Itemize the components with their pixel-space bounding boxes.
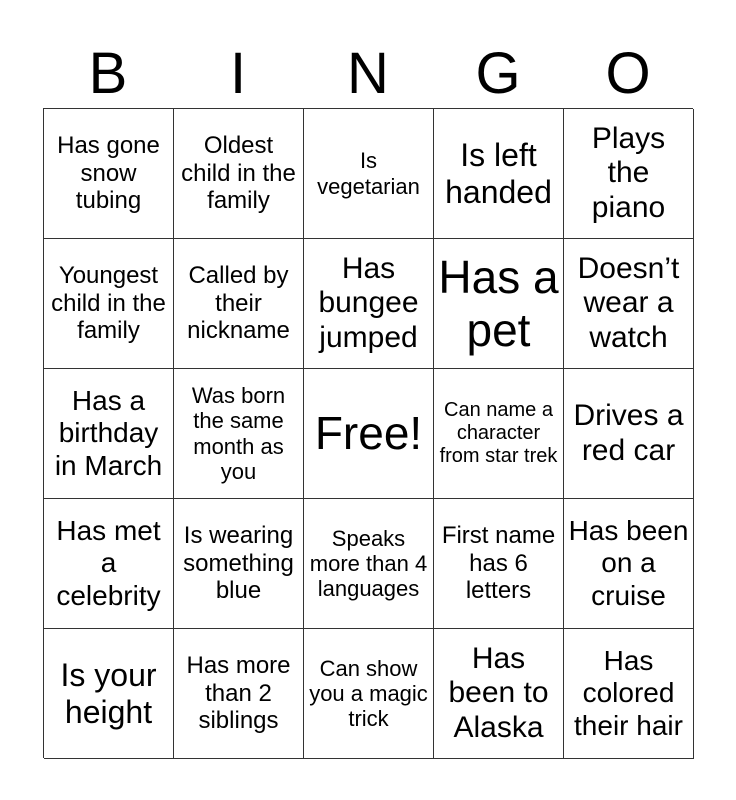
cell-text: Doesn’t wear a watch — [577, 251, 680, 354]
bingo-cell[interactable] — [564, 239, 694, 369]
header-letter-i: I — [229, 41, 247, 106]
bingo-cell[interactable] — [564, 109, 694, 239]
bingo-cell[interactable] — [434, 629, 564, 759]
bingo-cell[interactable] — [174, 109, 304, 239]
bingo-cell[interactable] — [564, 629, 694, 759]
cell-text: Is left handed — [445, 136, 552, 210]
bingo-cell[interactable] — [44, 239, 174, 369]
bingo-cell[interactable] — [44, 629, 174, 759]
free-space-label: Free! — [314, 407, 423, 460]
cell-text: Called by their nickname — [187, 262, 290, 345]
cell-text: Is vegetarian — [317, 148, 420, 199]
bingo-cell[interactable] — [304, 629, 434, 759]
cell-text: Oldest child in the family — [181, 132, 296, 215]
bingo-cell[interactable] — [44, 369, 174, 499]
cell-text: Is wearing something blue — [183, 522, 294, 605]
header-letter-n: N — [347, 41, 389, 106]
bingo-cell[interactable] — [304, 499, 434, 629]
cell-text: Has a pet — [438, 250, 559, 356]
bingo-cell[interactable] — [174, 369, 304, 499]
bingo-cell[interactable] — [174, 629, 304, 759]
header-letter-b: B — [88, 41, 128, 106]
cell-text: Has been on a cruise — [568, 515, 689, 611]
cell-text: Speaks more than 4 languages — [309, 525, 428, 602]
cell-text: Is your height — [60, 656, 157, 730]
bingo-board — [43, 108, 693, 758]
bingo-cell[interactable] — [434, 369, 564, 499]
cell-text: Has more than 2 siblings — [186, 652, 291, 735]
bingo-cell[interactable] — [44, 499, 174, 629]
bingo-cell free-space[interactable] — [304, 369, 434, 499]
cell-text: Drives a red car — [573, 399, 684, 467]
cell-text: Youngest child in the family — [51, 262, 166, 345]
bingo-cell[interactable] — [304, 239, 434, 369]
bingo-cell[interactable] — [434, 499, 564, 629]
bingo-cell[interactable] — [434, 239, 564, 369]
cell-text: Has been to Alaska — [448, 641, 549, 744]
cell-text: Can name a character from star trek — [439, 399, 558, 467]
cell-text: Was born the same month as you — [191, 382, 286, 484]
cell-text: Plays the piano — [591, 121, 666, 224]
header-letter-o: O — [605, 41, 651, 106]
bingo-header — [43, 40, 693, 108]
cell-text: Has gone snow tubing — [57, 132, 160, 215]
cell-text: Can show you a magic trick — [309, 655, 428, 732]
bingo-cell[interactable] — [174, 499, 304, 629]
bingo-cell[interactable] — [564, 499, 694, 629]
cell-text: First name has 6 letters — [441, 522, 556, 605]
bingo-cell[interactable] — [434, 109, 564, 239]
cell-text: Has a birthday in March — [54, 385, 163, 481]
cell-text: Has bungee jumped — [318, 251, 419, 354]
bingo-cell[interactable] — [174, 239, 304, 369]
bingo-cell[interactable] — [304, 109, 434, 239]
header-letter-g: G — [475, 41, 521, 106]
cell-text: Has colored their hair — [574, 645, 683, 741]
bingo-cell[interactable] — [44, 109, 174, 239]
bingo-cell[interactable] — [564, 369, 694, 499]
cell-text: Has met a celebrity — [56, 515, 161, 611]
